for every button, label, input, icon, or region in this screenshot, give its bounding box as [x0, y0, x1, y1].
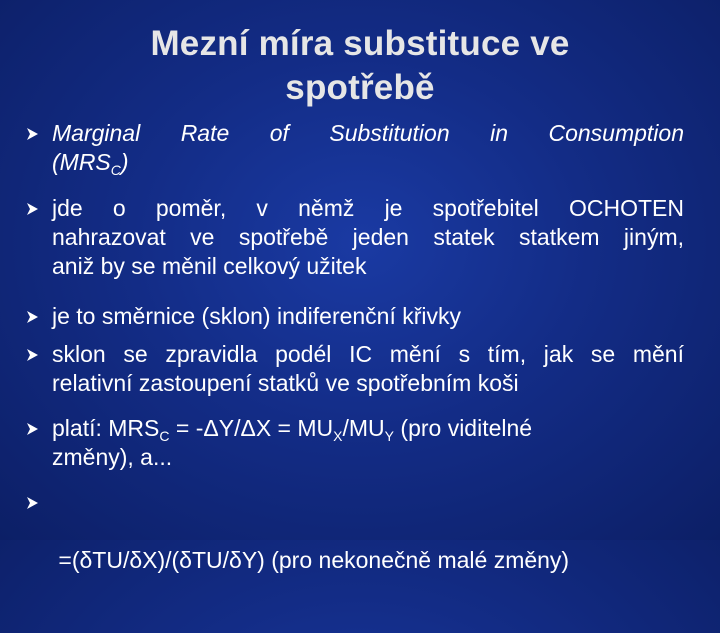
arrowhead-bullet-icon	[24, 309, 40, 325]
formula-part: /MU	[342, 415, 385, 441]
arrowhead-bullet-icon	[24, 201, 40, 217]
formula-part: (pro viditelné	[394, 415, 533, 441]
bullet-line: změny), a...	[52, 444, 173, 470]
formula-part: = -ΔY/ΔX = MU	[169, 415, 334, 441]
subscript-c: C	[110, 162, 121, 178]
subscript-c: C	[159, 428, 170, 444]
bullet-line	[52, 148, 684, 177]
bullet-line: =(δTU/δX)/(δTU/δY) (pro nekonečně malé změny)	[52, 547, 570, 573]
bullet-line: aniž by se měnil celkový užitek	[52, 253, 367, 279]
arrowhead-bullet-icon	[24, 495, 40, 511]
formula-part: platí: MRS	[52, 415, 160, 441]
subscript-y: Y	[384, 428, 395, 444]
arrowhead-bullet-icon	[24, 347, 40, 363]
bullet-line: nahrazovat ve spotřebě jeden statek statkem jiným,	[52, 224, 684, 250]
bullet-text	[52, 414, 684, 472]
bullet-line: je to směrnice (sklon) indiferenční křivky	[52, 303, 462, 329]
bullet-text	[52, 340, 684, 398]
bullet-line: sklon se zpravidla podél IC mění s tím, jak se mění	[52, 341, 684, 367]
arrowhead-bullet-icon	[24, 421, 40, 437]
subscript-x: X	[333, 428, 343, 444]
bullet-line: jde o poměr, v němž je spotřebitel OCHOTEN	[52, 195, 684, 221]
bullet-text	[52, 194, 684, 281]
slide-title-line-2: spotřebě	[285, 68, 435, 107]
mrs-suffix: )	[120, 149, 129, 175]
slide-title-line-1: Mezní míra substituce ve	[150, 24, 570, 63]
bullet-line: relativní zastoupení statků ve spotřebním koši	[52, 370, 519, 396]
bullet-line	[52, 414, 684, 443]
arrowhead-bullet-icon	[24, 126, 40, 142]
mrs-prefix: (MRS	[52, 149, 111, 175]
bullet-line: Marginal Rate of Substitution in Consumption	[52, 120, 684, 146]
bullet-text	[52, 488, 684, 633]
bullet-text	[52, 302, 684, 331]
bullet-text	[52, 119, 684, 177]
